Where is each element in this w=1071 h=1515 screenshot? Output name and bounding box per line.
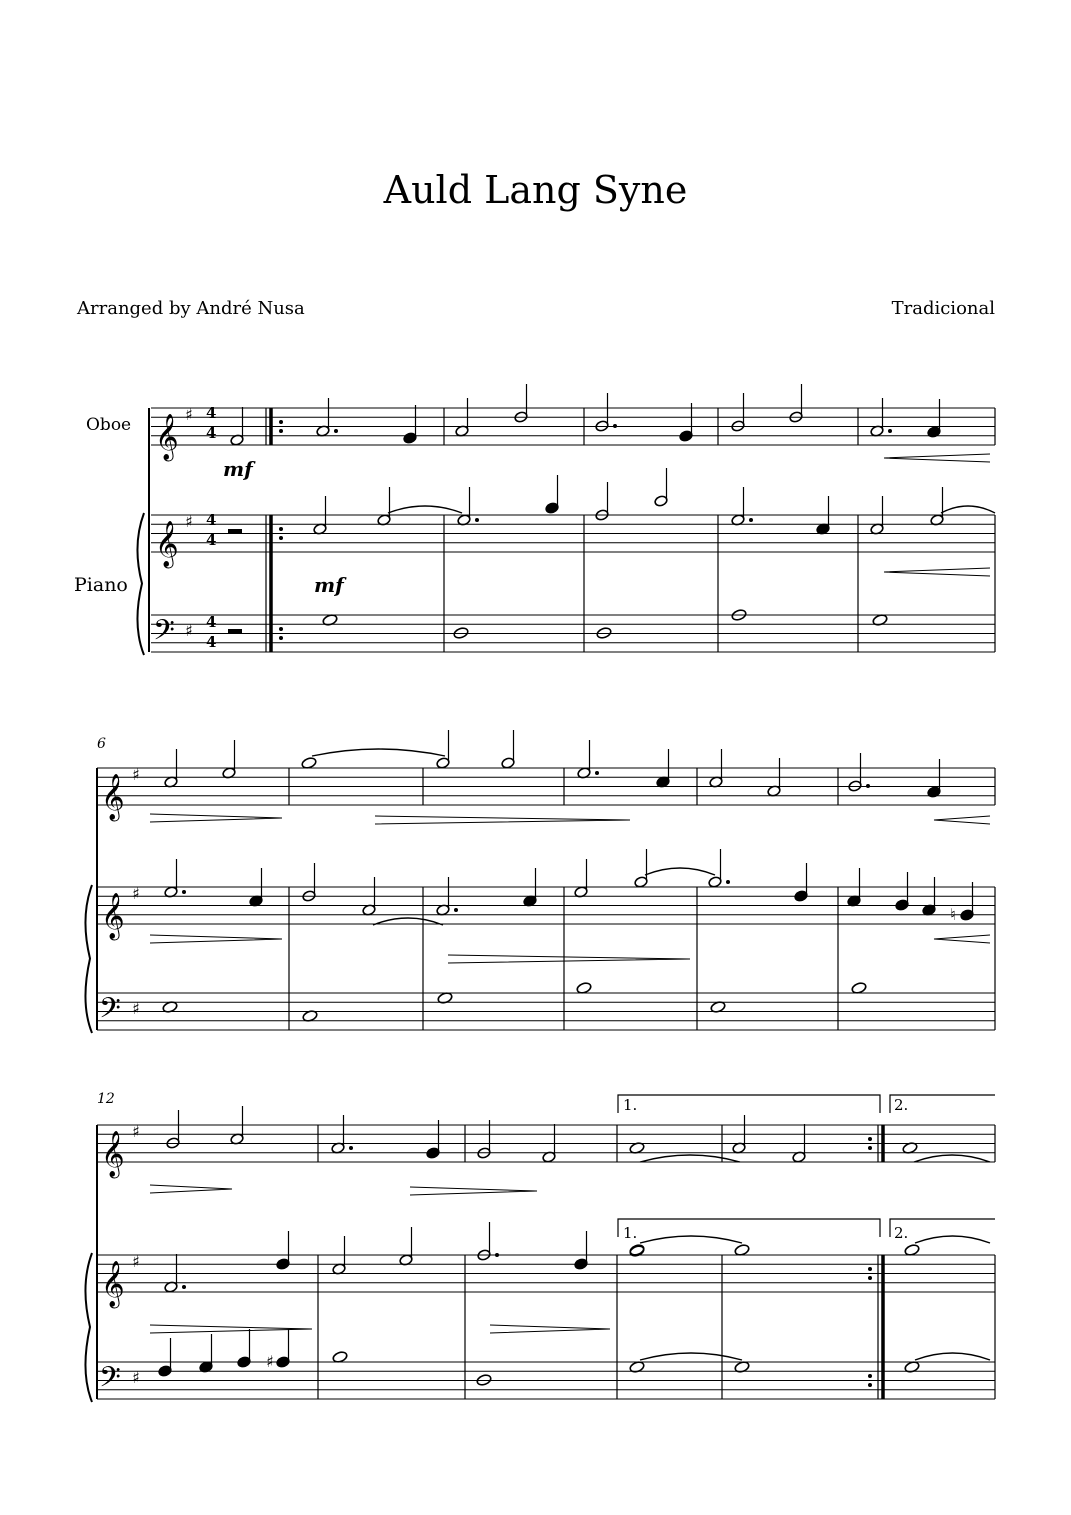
piano-brace xyxy=(85,1253,92,1402)
decrescendo-hairpin xyxy=(410,1187,537,1195)
augmentation-dot xyxy=(349,1146,353,1150)
decrescendo-hairpin xyxy=(150,1325,312,1333)
sharp: ♯ xyxy=(132,1122,140,1141)
augmentation-dot xyxy=(279,527,283,531)
tie xyxy=(645,868,715,875)
time-signature xyxy=(206,404,216,651)
augmentation-dot xyxy=(868,1276,872,1280)
svg-text:4: 4 xyxy=(206,424,217,442)
treble-clef: 𝄞 xyxy=(101,774,125,820)
augmentation-dot xyxy=(868,1146,872,1150)
augmentation-dot xyxy=(726,880,730,884)
piano-label: Piano xyxy=(74,574,128,596)
crescendo-hairpin xyxy=(884,568,990,576)
decrescendo-hairpin xyxy=(375,816,630,824)
augmentation-dot xyxy=(613,424,617,428)
augmentation-dot xyxy=(334,429,338,433)
sharp: ♯ xyxy=(132,1252,140,1271)
augmentation-dot xyxy=(868,1374,872,1378)
augmentation-dot xyxy=(279,420,283,424)
svg-text:4: 4 xyxy=(206,531,217,549)
volta-first-label: 1. xyxy=(623,1096,638,1114)
decrescendo-hairpin xyxy=(150,935,282,943)
crescendo-hairpin xyxy=(934,935,990,943)
sharp: ♯ xyxy=(185,405,193,424)
augmentation-dot xyxy=(279,627,283,631)
notes xyxy=(158,384,995,1387)
augmentation-dot xyxy=(595,771,599,775)
treble-clef: 𝄞 xyxy=(155,521,179,567)
notehead xyxy=(629,1244,645,1257)
volta-bracket xyxy=(618,1095,880,1113)
treble-clef: 𝄞 xyxy=(155,414,179,460)
svg-text:4: 4 xyxy=(206,404,217,422)
sharp: ♯ xyxy=(132,999,140,1018)
sharp: ♯ xyxy=(132,1368,140,1387)
sharp: ♯ xyxy=(266,1352,274,1371)
staff-lines xyxy=(97,408,995,1399)
rest-half xyxy=(228,629,242,634)
treble-clef: 𝄞 xyxy=(101,1131,125,1177)
tie xyxy=(640,1236,742,1243)
sharp: ♯ xyxy=(132,765,140,784)
augmentation-dot xyxy=(868,1267,872,1271)
tie xyxy=(640,1353,742,1360)
crescendo-hairpin xyxy=(934,816,990,824)
arranger-credit: Arranged by André Nusa xyxy=(77,298,305,319)
augmentation-dot xyxy=(182,890,186,894)
oboe-label: Oboe xyxy=(86,415,132,435)
augmentation-dot xyxy=(454,908,458,912)
volta-bracket xyxy=(618,1219,880,1237)
dynamic-mf-piano: mf xyxy=(314,573,344,597)
augmentation-dot xyxy=(866,784,870,788)
augmentation-dot xyxy=(279,429,283,433)
tie xyxy=(915,1236,990,1243)
bass-clef: 𝄢 xyxy=(153,614,175,654)
augmentation-dot xyxy=(868,1383,872,1387)
volta-first-label-piano: 1. xyxy=(623,1224,638,1242)
tie xyxy=(640,1155,740,1162)
tie xyxy=(914,1155,990,1162)
sharp: ♯ xyxy=(132,884,140,903)
bass-clef: 𝄢 xyxy=(99,1361,121,1401)
dynamic-mf-oboe: mf xyxy=(223,457,253,481)
tie xyxy=(388,506,462,513)
piano-brace xyxy=(137,513,144,655)
decrescendo-hairpin xyxy=(150,1185,232,1193)
tie xyxy=(312,749,445,756)
augmentation-dot xyxy=(868,1137,872,1141)
hairpins xyxy=(150,454,990,1333)
measure-number-12: 12 xyxy=(97,1091,115,1107)
treble-clef: 𝄞 xyxy=(101,1261,125,1307)
measure-number-6: 6 xyxy=(97,736,106,752)
rest-half xyxy=(228,529,242,534)
decrescendo-hairpin xyxy=(490,1325,610,1333)
volta-second-label: 2. xyxy=(894,1096,909,1114)
svg-text:4: 4 xyxy=(206,633,217,651)
sharp: ♯ xyxy=(185,512,193,531)
svg-text:4: 4 xyxy=(206,511,217,529)
piano-brace xyxy=(85,885,92,1033)
tie xyxy=(915,1353,990,1360)
decrescendo-hairpin xyxy=(448,955,690,963)
augmentation-dot xyxy=(495,1253,499,1257)
crescendo-hairpin xyxy=(884,454,990,462)
augmentation-dot xyxy=(182,1285,186,1289)
volta-second-label-piano: 2. xyxy=(894,1224,909,1242)
augmentation-dot xyxy=(749,518,753,522)
page-title: Auld Lang Syne xyxy=(383,168,688,212)
natural: ♮ xyxy=(950,905,956,924)
augmentation-dot xyxy=(279,636,283,640)
bass-clef: 𝄢 xyxy=(99,992,121,1032)
decrescendo-hairpin xyxy=(150,814,282,822)
tie xyxy=(941,506,995,513)
treble-clef: 𝄞 xyxy=(101,893,125,939)
augmentation-dot xyxy=(279,536,283,540)
svg-text:4: 4 xyxy=(206,613,217,631)
composer-credit: Tradicional xyxy=(891,298,995,319)
sharp: ♯ xyxy=(185,621,193,640)
augmentation-dot xyxy=(888,429,892,433)
augmentation-dot xyxy=(475,518,479,522)
